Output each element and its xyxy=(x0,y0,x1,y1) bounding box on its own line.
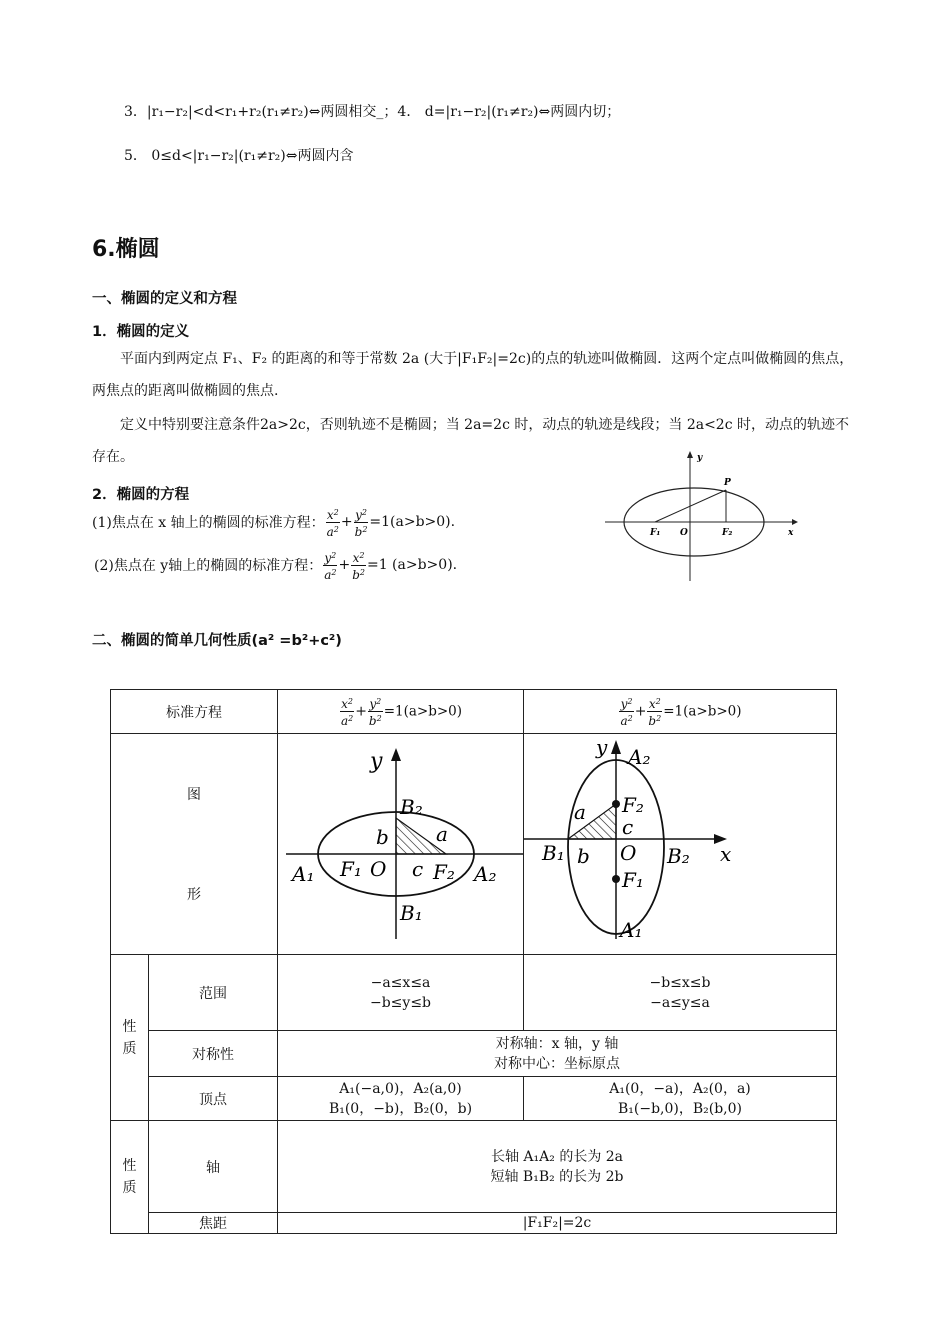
symmetry-value-cell xyxy=(278,1031,837,1077)
equation-y-cell: $\frac{y^2}{a^2}$ + $\frac{x^2}{b^2}$ =1(a>b>0) xyxy=(524,690,837,734)
ellipse-y-figure xyxy=(524,734,836,954)
focal-label-cell xyxy=(149,1213,278,1234)
y-axis-arrow xyxy=(687,451,693,458)
range-y-cell xyxy=(524,955,837,1031)
y-axis-arrow xyxy=(611,740,621,754)
fig-y-label-b2: B₂ xyxy=(667,844,690,868)
fig-y-label-f1: F₁ xyxy=(622,868,644,892)
focus-f2-dot xyxy=(612,800,620,808)
equation-y-prefix: (2)焦点在 y轴上的椭圆的标准方程： xyxy=(94,558,323,574)
property-group-cell-2 xyxy=(111,1121,149,1234)
vertex-y-line2: B₁(−b,0)，B₂(b,0) xyxy=(617,1100,743,1117)
fig-x-label-a: a xyxy=(436,822,448,846)
label-p: P xyxy=(724,478,731,488)
fig-y-label-f2: F₂ xyxy=(622,793,644,817)
header-label-cell xyxy=(111,690,278,734)
focal-value: |F₁F₂|=2c xyxy=(522,1215,592,1231)
fraction-y2-b2: $\frac{y^2}{b^2}$ xyxy=(354,507,368,539)
fig-x-label-b2: B₂ xyxy=(400,795,423,819)
range-x-line2: −b≤y≤b xyxy=(369,994,432,1011)
fig-x-label-y: y xyxy=(370,749,383,774)
equation-y-suffix: =1 (a>b>0). xyxy=(366,557,458,573)
axis-label: 轴 xyxy=(206,1159,220,1176)
fig-x-label-f1: F₁ xyxy=(340,857,362,881)
fig-x-label-f2: F₂ xyxy=(433,860,455,884)
fig-x-label-a1: A₁ xyxy=(292,862,315,886)
symmetry-label: 对称性 xyxy=(192,1046,234,1063)
table-row-symmetry xyxy=(111,1031,837,1077)
fig-y-label-a2: A₂ xyxy=(628,745,651,769)
table-row-equation xyxy=(111,690,837,734)
label-y: y xyxy=(697,453,703,463)
table-row-figure xyxy=(111,734,837,955)
definition-paragraph: 平面内到两定点 F₁、F₂ 的距离的和等于常数 2a (大于|F₁F₂|=2c)的点的轨迹叫做椭圆．这两个定点叫做椭圆的焦点，两焦点的距离叫做椭圆的焦点. xyxy=(92,351,854,399)
part2-heading: 二、椭圆的简单几何性质(a² =b²+c²) xyxy=(92,633,342,649)
property-group-label-2: 性质 xyxy=(122,1158,137,1196)
table-fraction-y2-b2: $\frac{y^2}{b^2}$ xyxy=(368,697,382,728)
table-fraction-y2-a2: $\frac{y^2}{a^2}$ xyxy=(620,697,633,728)
symmetry-line1: 对称轴：x 轴，y 轴 xyxy=(495,1035,619,1052)
ellipse-properties-table xyxy=(110,689,837,1234)
fig-x-label-b1: B₁ xyxy=(400,901,423,925)
range-x-cell xyxy=(278,955,524,1031)
figure-label-top: 图 xyxy=(187,787,201,803)
equation-y-axis: (2)焦点在 y轴上的椭圆的标准方程： $\frac{y^2}{a^2}$ + $\frac{x^2}{b^2}$ =1 (a>b>0). xyxy=(94,550,458,582)
equation-x-axis: (1)焦点在 x 轴上的椭圆的标准方程： $\frac{x^2}{a^2}$ + $\frac{y^2}{b^2}$ =1(a>b>0). xyxy=(92,507,456,539)
fig-x-label-c: c xyxy=(412,857,424,881)
fig-y-label-x: x xyxy=(720,842,732,866)
range-x-line1: −a≤x≤a xyxy=(370,974,431,991)
focal-label: 焦距 xyxy=(199,1216,227,1232)
vertex-x-cell xyxy=(278,1077,524,1121)
vertex-x-line1: A₁(−a,0)，A₂(a,0) xyxy=(339,1080,462,1097)
x-axis-arrow xyxy=(792,519,798,525)
equation-heading: 2．椭圆的方程 xyxy=(92,487,190,503)
fig-y-label-c: c xyxy=(622,815,634,839)
ellipse-definition-figure xyxy=(600,448,800,584)
table-fraction-x2-a2: $\frac{x^2}{a^2}$ xyxy=(340,697,354,728)
equation-x-prefix: (1)焦点在 x 轴上的椭圆的标准方程： xyxy=(92,515,325,531)
vertex-label: 顶点 xyxy=(199,1091,227,1108)
symmetry-line2: 对称中心：坐标原点 xyxy=(494,1055,620,1072)
fig-x-label-a2: A₂ xyxy=(474,862,497,886)
axis-line1: 长轴 A₁A₂ 的长为 2a xyxy=(490,1148,624,1165)
range-y-line1: −b≤x≤b xyxy=(649,974,711,991)
part1-heading: 一、椭圆的定义和方程 xyxy=(92,291,237,307)
circle-relation-line-5: 5． 0≤d<|r₁−r₂|(r₁≠r₂)⇔两圆内含 xyxy=(124,148,354,164)
fraction-y2-a2: $\frac{y^2}{a^2}$ xyxy=(324,550,337,582)
focal-value-cell xyxy=(278,1213,837,1234)
table-row-focal xyxy=(111,1213,837,1234)
figure-label-bottom: 形 xyxy=(187,887,201,903)
fig-y-label-o: O xyxy=(620,841,637,865)
axis-line2: 短轴 B₁B₂ 的长为 2b xyxy=(490,1168,624,1185)
vertex-x-line2: B₁(0，−b)，B₂(0，b) xyxy=(328,1100,473,1117)
definition-note-paragraph: 定义中特别要注意条件2a>2c，否则轨迹不是椭圆；当 2a=2c 时，动点的轨迹是线段；当 2a<2c 时，动点的轨迹不存在。 xyxy=(92,417,849,465)
vertex-y-cell xyxy=(524,1077,837,1121)
figure-x-cell xyxy=(278,734,524,955)
range-y-line2: −a≤y≤a xyxy=(650,994,710,1011)
range-label-cell xyxy=(149,955,278,1031)
property-group-cell-1 xyxy=(111,955,149,1121)
header-label: 标准方程 xyxy=(166,704,222,721)
fraction-x2-b2: $\frac{x^2}{b^2}$ xyxy=(352,550,365,582)
circle-relation-line-3: 3．|r₁−r₂|<d<r₁+r₂(r₁≠r₂)⇔两圆相交_；4． d=|r₁−r₂|(r₁≠r₂)⇔两圆内切； xyxy=(124,104,621,120)
fig-y-label-a1: A₁ xyxy=(620,918,643,942)
fig-y-label-y: y xyxy=(596,735,608,759)
label-o: O xyxy=(680,528,688,538)
property-group-label-1: 性质 xyxy=(122,1018,137,1057)
y-axis-arrow xyxy=(391,748,401,761)
figure-y-cell xyxy=(524,734,837,955)
table-row-vertex xyxy=(111,1077,837,1121)
label-x: x xyxy=(788,528,794,538)
section-title: 6.椭圆 xyxy=(92,237,160,262)
fig-y-label-b1: B₁ xyxy=(542,841,565,865)
table-eq-y-suffix: =1(a>b>0) xyxy=(663,703,742,720)
equation-x-suffix: =1(a>b>0). xyxy=(369,514,456,530)
axis-label-cell xyxy=(149,1121,278,1213)
vertex-label-cell xyxy=(149,1077,278,1121)
ellipse-x-figure xyxy=(278,734,523,954)
label-f1: F₁ xyxy=(650,528,661,538)
equation-x-cell: $\frac{x^2}{a^2}$ + $\frac{y^2}{b^2}$ =1(a>b>0) xyxy=(278,690,524,734)
focus-f1-dot xyxy=(612,875,620,883)
range-label: 范围 xyxy=(199,985,227,1002)
table-eq-x-suffix: =1(a>b>0) xyxy=(383,703,463,720)
table-fraction-x2-b2: $\frac{x^2}{b^2}$ xyxy=(648,697,662,728)
figure-label-cell xyxy=(111,734,278,955)
fraction-x2-a2: $\frac{x^2}{a^2}$ xyxy=(326,507,339,539)
axis-value-cell xyxy=(278,1121,837,1213)
label-f2: F₂ xyxy=(722,528,733,538)
table-row-axis xyxy=(111,1121,837,1213)
table-row-range xyxy=(111,955,837,1031)
fig-x-label-b: b xyxy=(376,825,389,849)
fig-y-label-a: a xyxy=(574,800,586,824)
fig-x-label-o: O xyxy=(370,857,387,881)
fig-y-label-b: b xyxy=(577,844,590,868)
symmetry-label-cell xyxy=(149,1031,278,1077)
vertex-y-line1: A₁(0，−a)，A₂(0，a) xyxy=(609,1080,751,1097)
definition-heading: 1．椭圆的定义 xyxy=(92,324,190,340)
